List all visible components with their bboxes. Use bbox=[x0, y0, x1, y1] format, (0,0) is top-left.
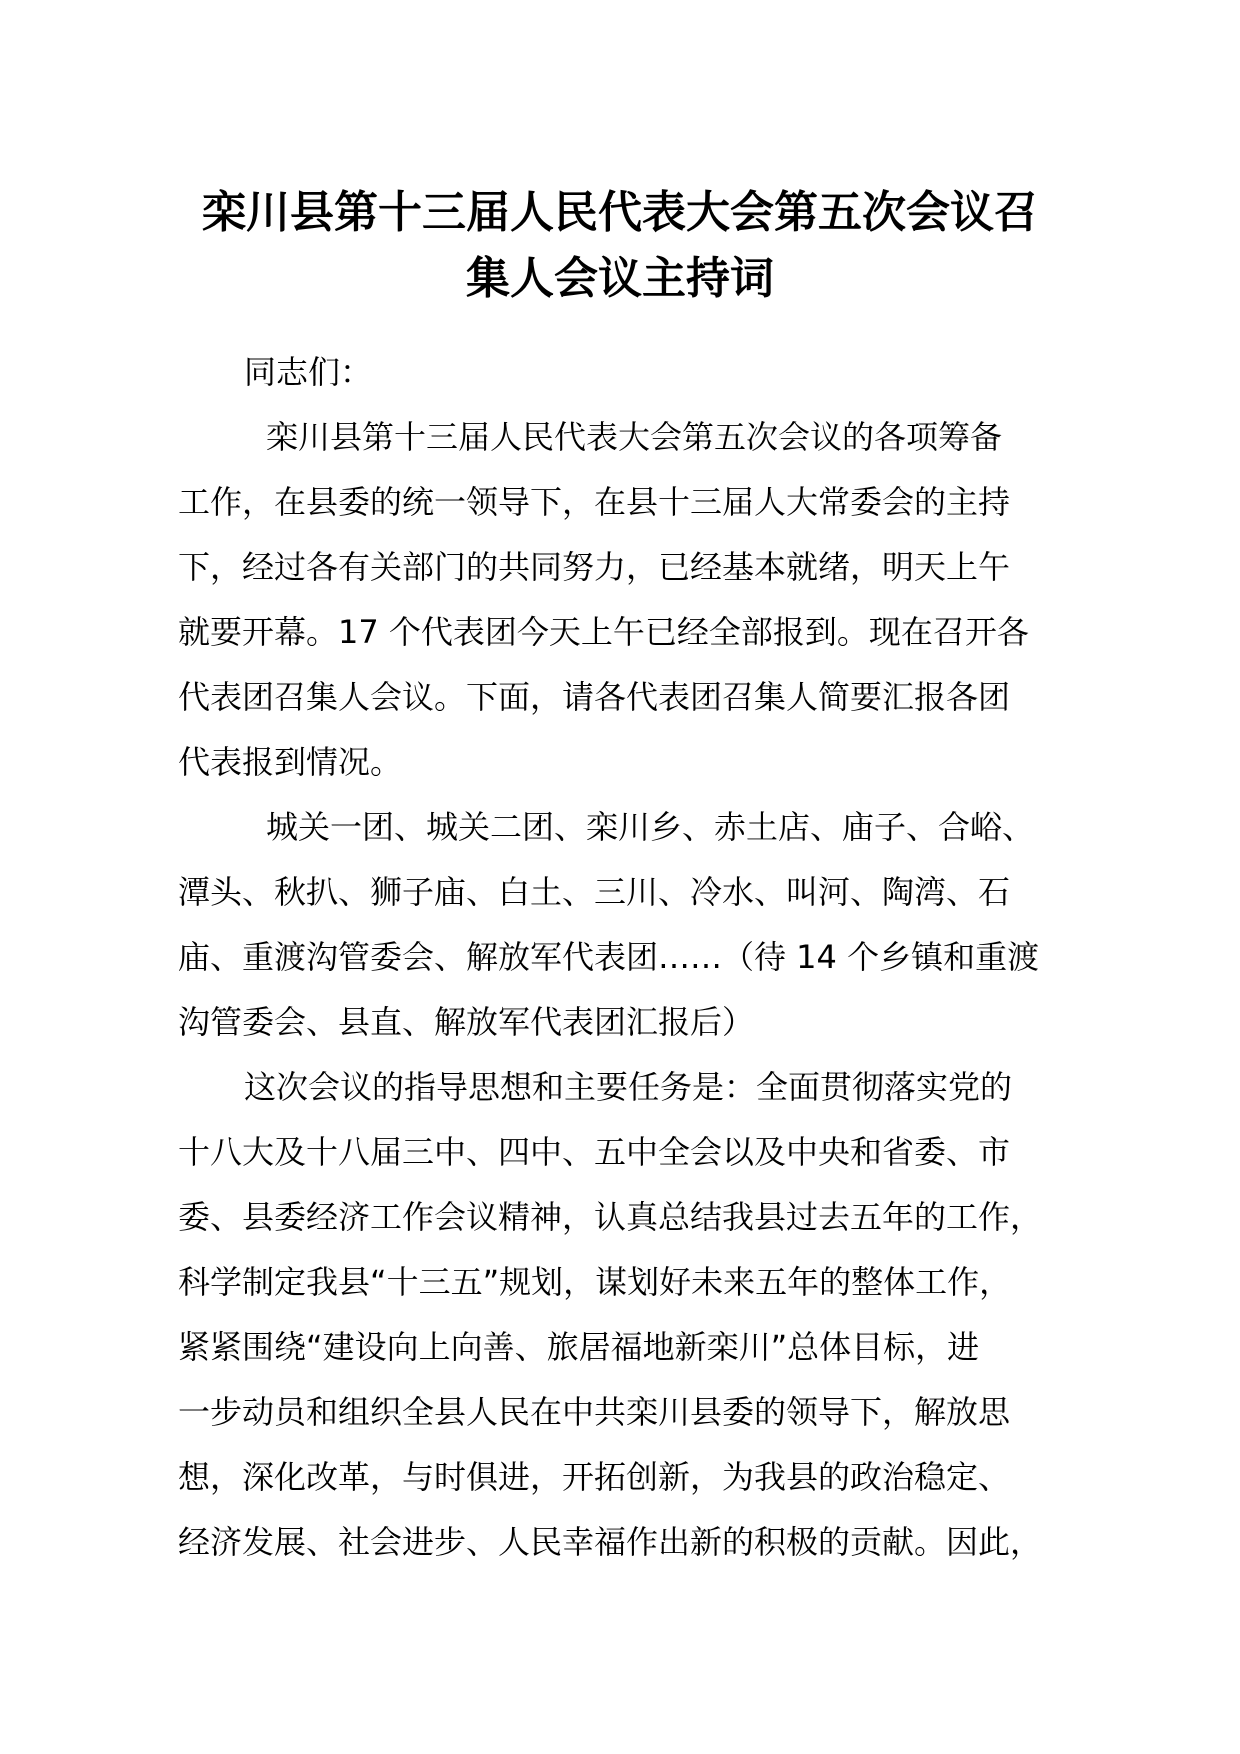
document-title bbox=[150, 180, 1090, 312]
paragraph-line: 委、县委经济工作会议精神，认真总结我县过去五年的工作， bbox=[178, 1198, 1043, 1236]
paragraph-line: 这次会议的指导思想和主要任务是：全面贯彻落实党的 bbox=[244, 1068, 1013, 1106]
paragraph-line: 科学制定我县“十三五”规划，谋划好未来五年的整体工作， bbox=[178, 1263, 1012, 1301]
paragraph-2 bbox=[178, 799, 1098, 1059]
paragraph-line: 工作，在县委的统一领导下，在县十三届人大常委会的主持 bbox=[178, 483, 1011, 521]
paragraph-line: 栾川县第十三届人民代表大会第五次会议的各项筹备 bbox=[266, 418, 1003, 456]
paragraph-3 bbox=[178, 1059, 1098, 1579]
paragraph-line: 一步动员和组织全县人民在中共栾川县委的领导下，解放思 bbox=[178, 1393, 1011, 1431]
paragraph-line: 沟管委会、县直、解放军代表团汇报后） bbox=[178, 1003, 755, 1041]
paragraph-line: 城关一团、城关二团、栾川乡、赤土店、庙子、合峪、 bbox=[266, 808, 1035, 846]
paragraph-line: 经济发展、社会进步、人民幸福作出新的积极的贡献。因此， bbox=[178, 1523, 1043, 1561]
paragraph-line: 紧紧围绕“建设向上向善、旅居福地新栾川”总体目标，进 bbox=[178, 1328, 980, 1366]
paragraph-line: 潭头、秋扒、狮子庙、白土、三川、冷水、叫河、陶湾、石 bbox=[178, 873, 1011, 911]
paragraph-1 bbox=[178, 409, 1098, 799]
paragraph-line: 十八大及十八届三中、四中、五中全会以及中央和省委、市 bbox=[178, 1133, 1011, 1171]
paragraph-line: 下，经过各有关部门的共同努力，已经基本就绪，明天上午 bbox=[178, 548, 1011, 586]
paragraph-line: 就要开幕。17 个代表团今天上午已经全部报到。现在召开各 bbox=[178, 613, 1029, 651]
paragraph-line: 想，深化改革，与时俱进，开拓创新，为我县的政治稳定、 bbox=[178, 1458, 1011, 1496]
paragraph-line: 庙、重渡沟管委会、解放军代表团……（待 14 个乡镇和重渡 bbox=[178, 938, 1040, 976]
paragraph-line: 代表团召集人会议。下面，请各代表团召集人简要汇报各团 bbox=[178, 678, 1011, 716]
title-line-1: 栾川县第十三届人民代表大会第五次会议召 bbox=[202, 187, 1038, 238]
document-body bbox=[178, 344, 1098, 1579]
paragraph-line: 代表报到情况。 bbox=[178, 743, 403, 781]
title-line-2: 集人会议主持词 bbox=[466, 253, 774, 304]
salutation: 同志们： bbox=[244, 353, 373, 391]
